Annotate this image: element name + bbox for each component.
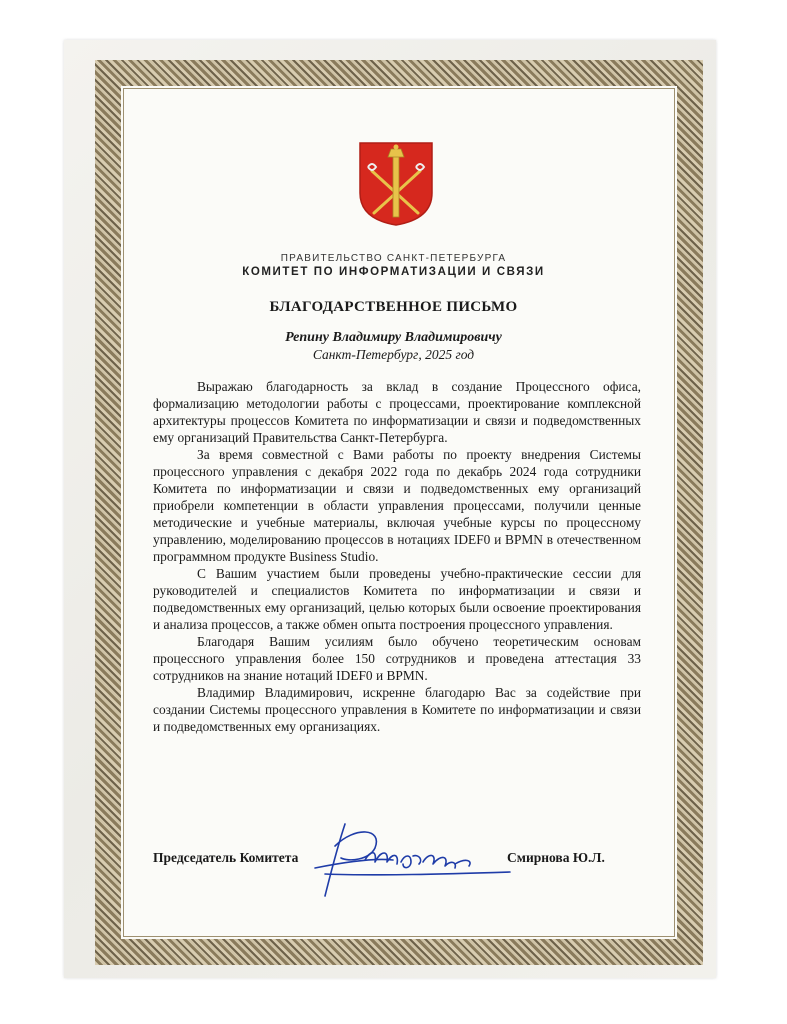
handwritten-signature — [305, 818, 515, 900]
recipient-name: Репину Владимиру Владимировичу — [285, 330, 502, 345]
signer-name: Смирнова Ю.Л. — [507, 850, 605, 865]
place-and-date: Санкт-Петербург, 2025 год — [312, 347, 475, 362]
letter-title: БЛАГОДАРСТВЕННОЕ ПИСЬМО — [269, 299, 518, 315]
coat-of-arms-emblem — [358, 141, 434, 226]
paragraph: Благодаря Вашим усилиям было обучено теоретическим основам процессного управления более 150 сотрудников и проведена аттестация 33 сотрудников на знание нотаций IDEF0 и BPMN. — [153, 634, 641, 683]
letter-body — [153, 378, 641, 735]
paragraph: Выражаю благодарность за вклад в создание Процессного офиса, формализацию методологии работы с процессами, проектирование комплексной архитектуры процессов Комитета по информатизации и связи и подведомственных ему организаций Правительства Санкт-Петербурга. — [153, 379, 641, 445]
paragraph: За время совместной с Вами работы по проекту внедрения Системы процессного управления с декабря 2022 года по декабрь 2024 года сотрудники Комитета по информатизации и связи и подведомственных ему организаций приобрели компетенции в области управления процессами, получили ценные методические и учебные материалы, включая учебные курсы по процессному управлению, моделированию процессов в нотациях IDEF0 и BPMN в отечественном программном продукте Business Studio. — [153, 447, 641, 564]
paragraph: С Вашим участием были проведены учебно-практические сессии для руководителей и специалистов Комитета по информатизации и связи и подведомственных ему организаций, целью которых были освоение проектирования и анализа процессов, а также обмен опыта построения процессного управления. — [153, 566, 641, 632]
government-name: ПРАВИТЕЛЬСТВО САНКТ-ПЕТЕРБУРГА — [280, 253, 507, 264]
committee-name: КОМИТЕТ ПО ИНФОРМАТИЗАЦИИ И СВЯЗИ — [242, 266, 545, 278]
paragraph: Владимир Владимирович, искренне благодарю Вас за содействие при создании Системы процессного управления в Комитете по информатизации и связи и подведомственных ему организациях. — [153, 685, 641, 734]
signer-position: Председатель Комитета — [153, 850, 299, 865]
